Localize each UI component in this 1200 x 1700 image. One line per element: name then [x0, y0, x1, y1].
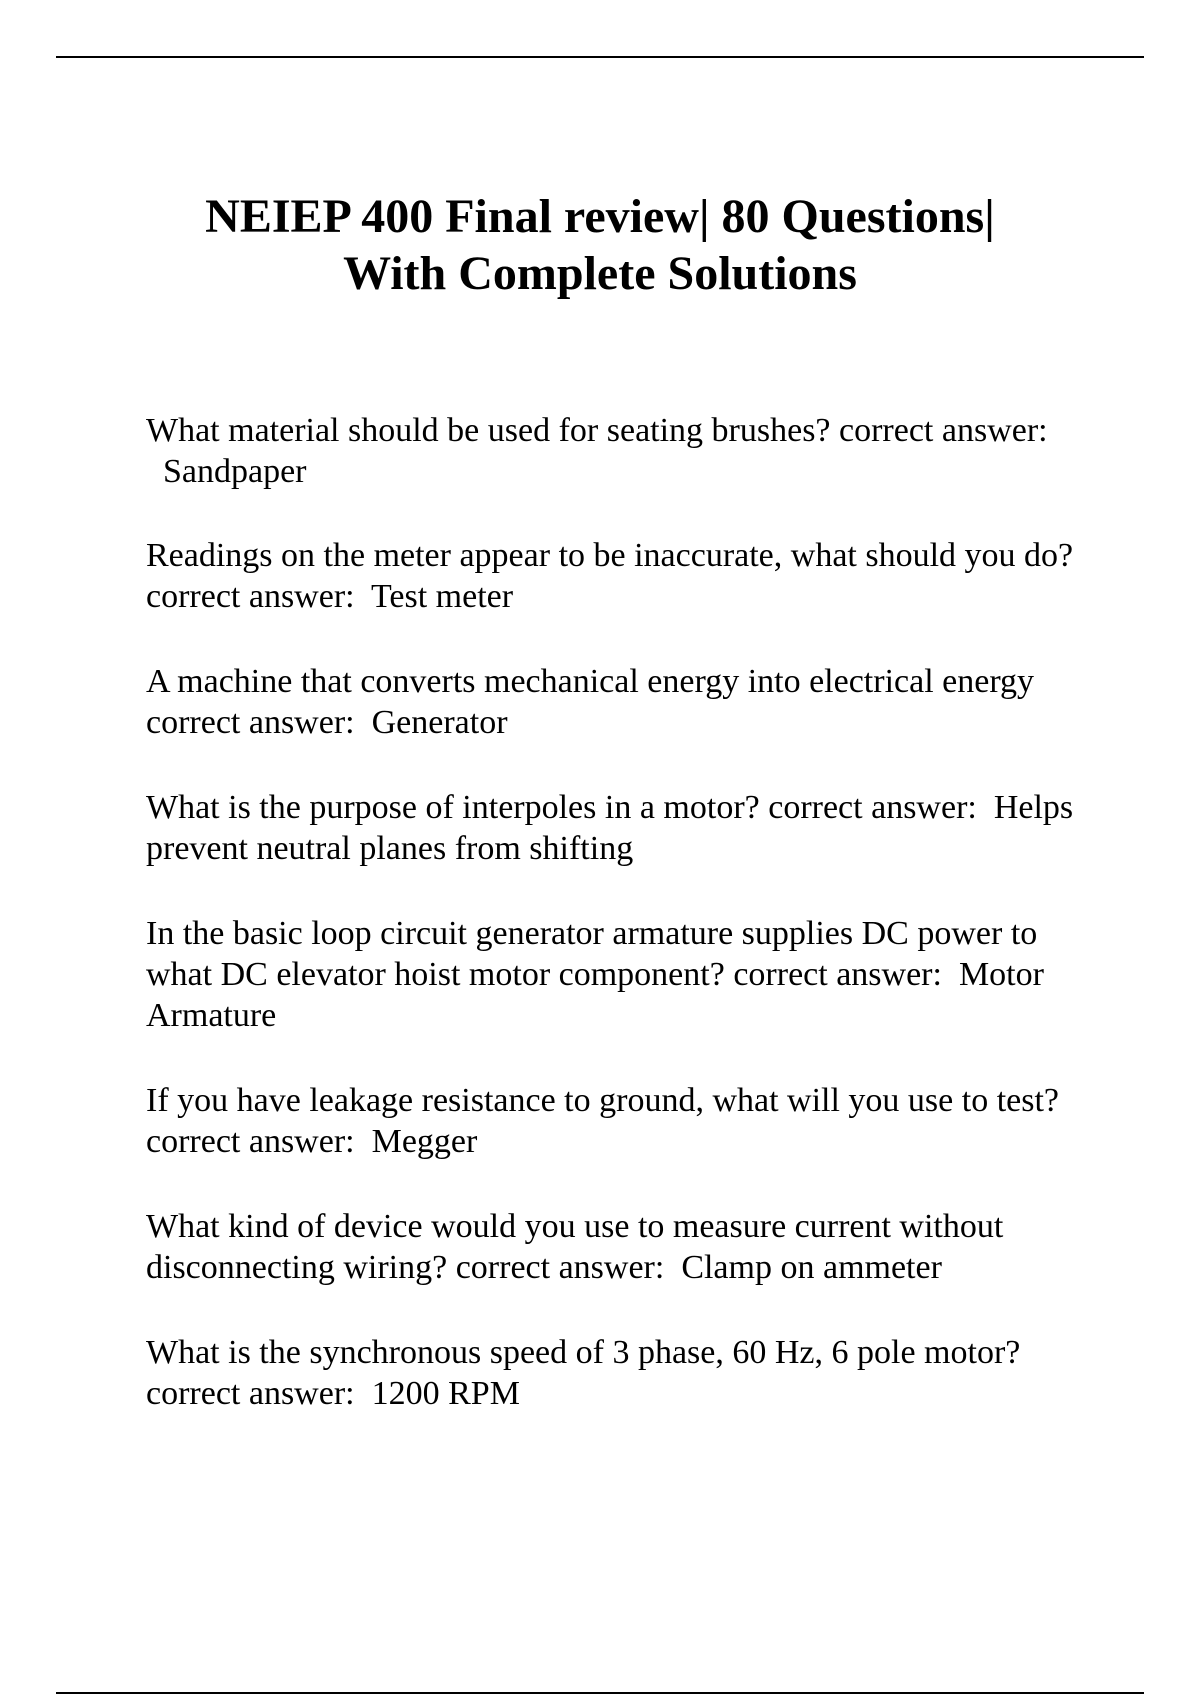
- answer-label: correct answer:: [733, 956, 942, 993]
- question-text: In the basic loop circuit generator armature supplies DC power to what DC elevator hoist motor component?: [146, 915, 1038, 993]
- question-text: A machine that converts mechanical energy into electrical energy: [146, 663, 1035, 700]
- title-line-2: With Complete Solutions: [343, 247, 857, 300]
- answer-text: Sandpaper: [163, 453, 307, 490]
- answer-text: Clamp on ammeter: [681, 1249, 942, 1286]
- answer-text: Motor Armature: [146, 956, 1044, 1034]
- answer-label: correct answer:: [146, 1123, 355, 1160]
- qa-item: [146, 661, 1106, 743]
- top-rule: [56, 56, 1144, 58]
- qa-item: [146, 1206, 1106, 1288]
- answer-label: correct answer:: [146, 578, 355, 615]
- question-text: What material should be used for seating brushes?: [146, 412, 831, 449]
- answer-label: correct answer:: [839, 412, 1048, 449]
- qa-item: [146, 1332, 1106, 1414]
- qa-item: [146, 787, 1106, 869]
- title-line-1: NEIEP 400 Final review| 80 Questions|: [205, 190, 995, 243]
- question-text: If you have leakage resistance to ground, what will you use to test?: [146, 1082, 1060, 1119]
- document-title: [100, 188, 1100, 302]
- answer-label: correct answer:: [455, 1249, 665, 1286]
- question-text: Readings on the meter appear to be inaccurate, what should you do?: [146, 537, 1074, 574]
- qa-item: [146, 535, 1106, 617]
- answer-label: correct answer:: [146, 704, 355, 741]
- question-text: What kind of device would you use to measure current without disconnecting wiring?: [146, 1208, 1004, 1286]
- answer-text: Test meter: [371, 578, 514, 615]
- answer-text: Megger: [371, 1123, 478, 1160]
- bottom-rule: [56, 1692, 1144, 1694]
- answer-text: Generator: [371, 704, 508, 741]
- qa-item: [146, 1080, 1106, 1162]
- question-text: What is the synchronous speed of 3 phase, 60 Hz, 6 pole motor?: [146, 1334, 1021, 1371]
- question-text: What is the purpose of interpoles in a motor?: [146, 789, 760, 826]
- answer-label: correct answer:: [146, 1375, 355, 1412]
- answer-text: Helps prevent neutral planes from shifting: [146, 789, 1074, 867]
- answer-text: 1200 RPM: [371, 1375, 520, 1412]
- answer-label: correct answer:: [768, 789, 977, 826]
- question-list: [146, 410, 1106, 1458]
- qa-item: [146, 913, 1106, 1036]
- qa-item: [146, 410, 1106, 492]
